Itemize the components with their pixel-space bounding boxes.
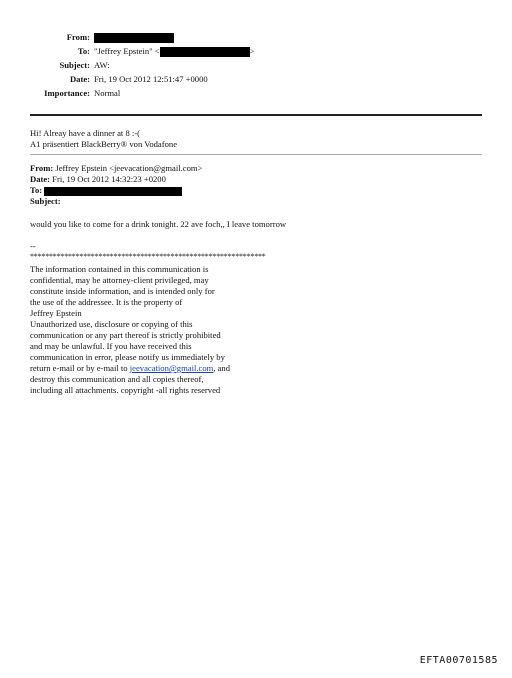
disclaimer-email-suffix: , and [213, 363, 231, 373]
disclaimer-line-2: confidential, may be attorney-client privileged, may [30, 275, 209, 285]
disclaimer-line-12: including all attachments. copyright -all rights reserved [30, 385, 221, 395]
signature-dashes: -- [30, 241, 36, 251]
header-date-label: Date: [69, 74, 90, 84]
header-to-value [94, 46, 255, 57]
quoted-to-label: To: [30, 185, 43, 195]
quoted-body: would you like to come for a drink tonight. 22 ave foch,, I leave tomorrow [30, 219, 287, 229]
header-importance-label: Importance: [44, 88, 90, 98]
reply-line-1: Hi! Alreay have a dinner at 8 :-( [30, 128, 141, 138]
header-date-value: Fri, 19 Oct 2012 12:51:47 +0000 [94, 74, 208, 84]
email-link[interactable]: jeevacation@gmail.com [129, 363, 214, 373]
header-to-label: To: [77, 46, 90, 56]
quoted-date-value: Fri, 19 Oct 2012 14:32:23 +0200 [52, 174, 166, 184]
disclaimer-line-3: constitute inside information, and is intended only for [30, 286, 215, 296]
disclaimer-line-7: communication or any part thereof is strictly prohibited [30, 330, 221, 340]
signature-stars: ************************************************************** [30, 252, 266, 261]
reply-line-2: A1 präsentiert BlackBerry® von Vodafone [30, 139, 178, 149]
quoted-from-value: Jeffrey Epstein <jeevacation@gmail.com> [55, 163, 203, 173]
disclaimer-line-4: the use of the addressee. It is the property of [30, 297, 183, 307]
header-from-value [94, 32, 174, 43]
disclaimer-line-10 [30, 363, 230, 373]
quoted-date-label: Date: [30, 174, 51, 184]
redaction-box [160, 47, 250, 57]
disclaimer-email-prefix: return e-mail or by e-mail to [30, 363, 130, 373]
header-subject-label: Subject: [59, 60, 90, 70]
disclaimer-line-8: and may be unlawful. If you have received this [30, 341, 192, 351]
disclaimer-line-6: Unauthorized use, disclosure or copying of this [30, 319, 193, 329]
redaction-box [44, 187, 182, 196]
quoted-subject-row [30, 196, 61, 206]
quoted-date-row [30, 174, 166, 184]
document-id: EFTA00701585 [419, 655, 498, 666]
quoted-from-row [30, 163, 202, 173]
header-to-suffix: > [249, 46, 255, 56]
header-from-label: From: [66, 32, 90, 42]
quoted-to-row [30, 185, 182, 196]
disclaimer-line-9: communication in error, please notify us immediately by [30, 352, 225, 362]
disclaimer-line-11: destroy this communication and all copies thereof, [30, 374, 204, 384]
quoted-from-label: From: [30, 163, 54, 173]
quote-divider [30, 154, 482, 155]
disclaimer-line-5: Jeffrey Epstein [30, 308, 82, 318]
header-to-prefix: "Jeffrey Epstein" < [94, 46, 160, 56]
header-subject-value: AW: [94, 60, 110, 70]
redaction-box [94, 33, 174, 43]
header-divider [30, 114, 482, 116]
quoted-subject-label: Subject: [30, 196, 61, 206]
disclaimer-line-1: The information contained in this communication is [30, 264, 209, 274]
header-importance-value: Normal [94, 88, 121, 98]
